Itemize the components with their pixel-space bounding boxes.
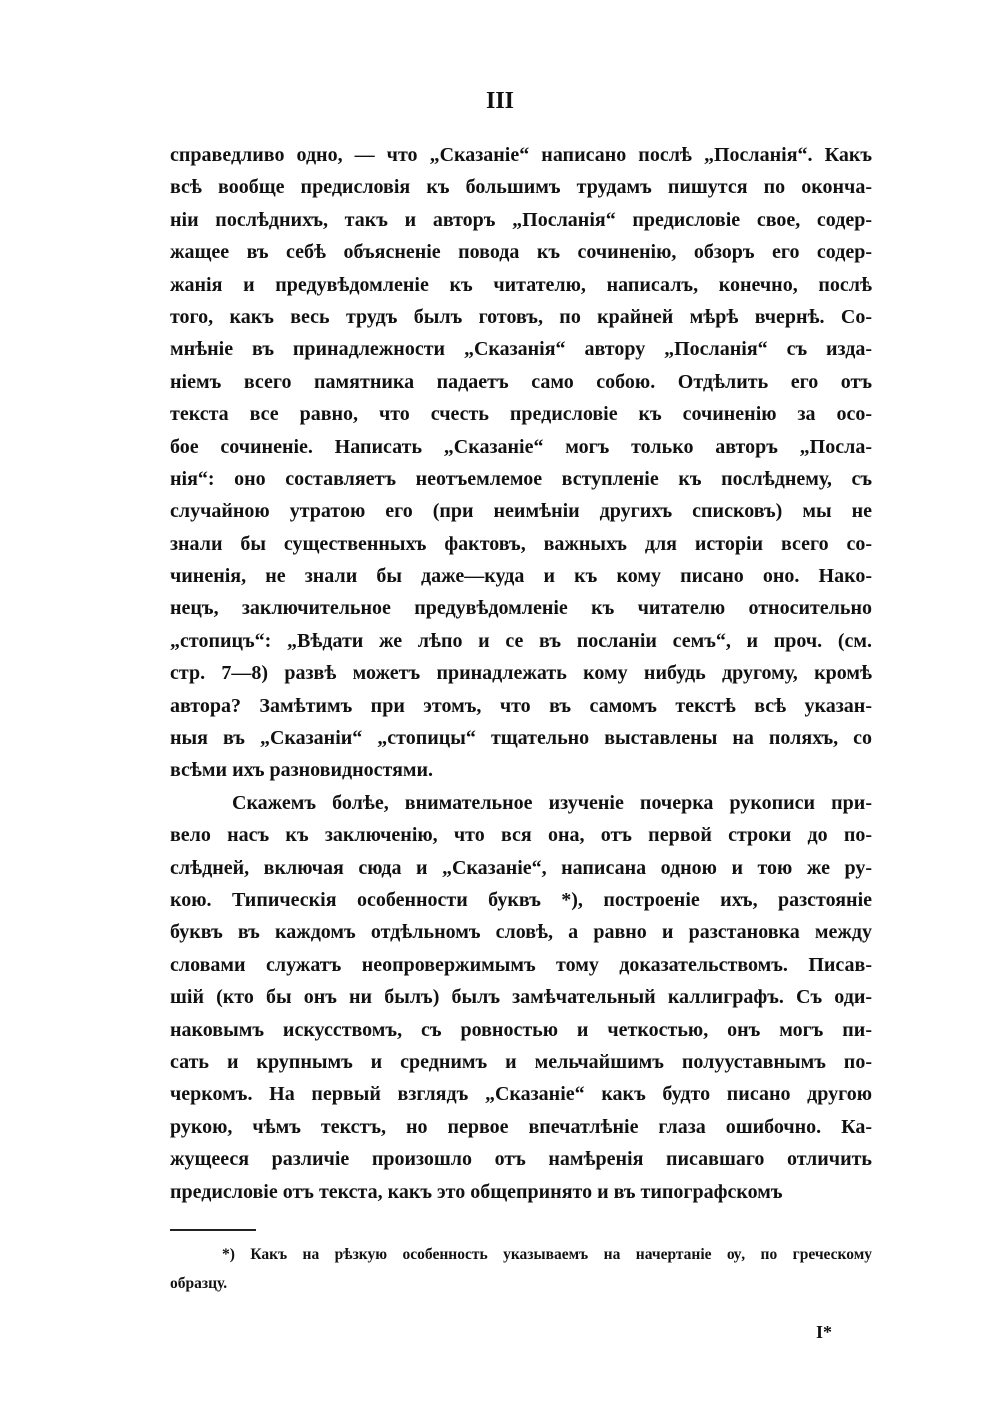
- page-number: III: [485, 88, 515, 114]
- text-line: знали бы существенныхъ фактовъ, важныхъ для исторіи всего со-: [170, 532, 872, 555]
- text-line: вело насъ къ заключенію, что вся она, отъ первой строки до по-: [170, 824, 872, 847]
- text-line: черкомъ. На первый взглядъ „Сказаніе“ какъ будто писано другою: [170, 1083, 872, 1106]
- text-line: справедливо одно, — что „Сказаніе“ написано послѣ „Посланія“. Какъ: [170, 144, 872, 166]
- text-line: того, какъ весь трудъ былъ готовъ, по крайней мѣрѣ вчернѣ. Со-: [170, 305, 872, 328]
- text-line: жанія и предувѣдомленіе къ читателю, написалъ, конечно, послѣ: [170, 273, 872, 296]
- text-line: стр. 7—8) развѣ можетъ принадлежать кому нибудь другому, кромѣ: [170, 662, 872, 685]
- text-line: рукою, чѣмъ текстъ, но первое впечатлѣніе глаза ошибочно. Ка-: [170, 1115, 872, 1138]
- text-line: случайною утратою его (при неимѣніи другихъ списковъ) мы не: [170, 500, 872, 523]
- text-line: текста все равно, что счесть предисловіе къ сочиненію за осо-: [170, 403, 872, 426]
- text-line: слѣдней, включая сюда и „Сказаніе“, написана одною и тою же ру-: [170, 856, 872, 879]
- text-line: шій (кто бы онъ ни былъ) былъ замѣчательный каллиграфъ. Съ оди-: [170, 986, 872, 1009]
- footnote: [170, 1240, 872, 1298]
- text-line: буквъ въ каждомъ отдѣльномъ словѣ, а равно и разстановка между: [170, 921, 872, 944]
- text-line: ніемъ всего памятника падаетъ само собою. Отдѣлить его отъ: [170, 370, 872, 393]
- text-line: нецъ, заключительное предувѣдомленіе къ читателю относительно: [170, 597, 872, 620]
- footnote-line: *) Какъ на рѣзкую особенность указываемъ на начертаніе ѹ, по греческому: [222, 1246, 872, 1263]
- footnote-line: образцу.: [170, 1275, 228, 1292]
- text-line: кою. Типическія особенности буквъ *), построеніе ихъ, разстояніе: [170, 888, 872, 911]
- paragraph-2: [170, 787, 872, 1208]
- text-line: жащее въ себѣ объясненіе повода къ сочиненію, обзоръ его содер-: [170, 241, 872, 264]
- text-line: всѣ вообще предисловія къ большимъ трудамъ пишутся по оконча-: [170, 176, 872, 199]
- text-line: мнѣніе въ принадлежности „Сказанія“ автору „Посланія“ съ изда-: [170, 338, 872, 361]
- text-line: ныя въ „Сказаніи“ „стопицы“ тщательно выставлены на поляхъ, со: [170, 727, 872, 750]
- text-line: автора? Замѣтимъ при этомъ, что въ самомъ текстѣ всѣ указан-: [170, 694, 872, 717]
- paragraph-1: [170, 139, 872, 787]
- body-text: [170, 139, 872, 1208]
- text-line: бое сочиненіе. Написать „Сказаніе“ могъ только авторъ „Посла-: [170, 435, 872, 458]
- signature-mark: I*: [816, 1322, 833, 1342]
- text-line: нія“: оно составляетъ неотъемлемое вступленіе къ послѣднему, съ: [170, 467, 872, 490]
- footnote-separator: [170, 1229, 256, 1231]
- text-line: наковымъ искусствомъ, съ ровностью и четкостью, онъ могъ пи-: [170, 1018, 872, 1041]
- text-line: словами служатъ неопровержимымъ тому доказательствомъ. Писав-: [170, 953, 872, 976]
- text-line: сать и крупнымъ и среднимъ и мельчайшимъ полууставнымъ по-: [170, 1050, 872, 1073]
- text-line: всѣми ихъ разновидностями.: [170, 759, 434, 782]
- text-line: чиненія, не знали бы даже—куда и къ кому писано оно. Нако-: [170, 565, 872, 588]
- text-line: жущееся различіе произошло отъ намѣренія писавшаго отличить: [170, 1148, 872, 1171]
- text-line: ніи послѣднихъ, такъ и авторъ „Посланія“ предисловіе свое, содер-: [170, 208, 872, 231]
- text-line: предисловіе отъ текста, какъ это общепринято и въ типографскомъ: [170, 1180, 783, 1203]
- text-line: „стопицъ“: „Вѣдати же лѣпо и се въ посланіи семъ“, и проч. (см.: [170, 629, 872, 652]
- text-line: Скажемъ болѣе, внимательное изученіе почерка рукописи при-: [232, 791, 872, 814]
